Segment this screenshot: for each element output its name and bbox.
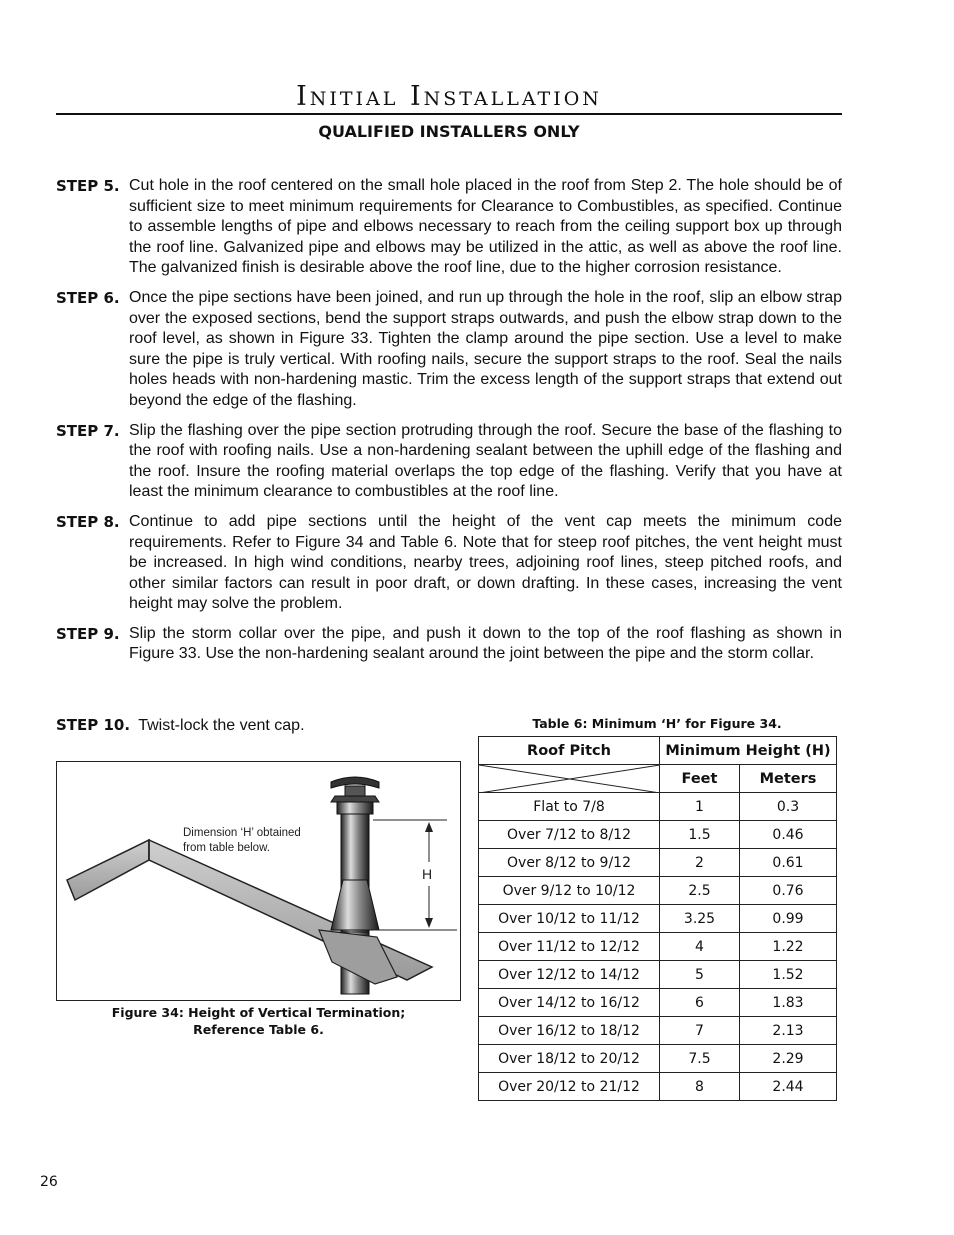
cell-meters: 0.46	[740, 821, 837, 849]
table-row	[479, 905, 837, 933]
table-body	[479, 793, 837, 1101]
cell-feet: 1.5	[660, 821, 740, 849]
cell-feet: 4	[660, 933, 740, 961]
table-row	[479, 1017, 837, 1045]
cell-pitch: Over 20/12 to 21/12	[479, 1073, 660, 1101]
cell-pitch: Over 12/12 to 14/12	[479, 961, 660, 989]
header-minimum-height: Minimum Height (H)	[660, 737, 837, 765]
table-row	[479, 877, 837, 905]
step-label: STEP 9.	[56, 624, 120, 643]
cell-meters: 0.99	[740, 905, 837, 933]
cell-meters: 0.61	[740, 849, 837, 877]
cell-meters: 1.83	[740, 989, 837, 1017]
page-subtitle: QUALIFIED INSTALLERS ONLY	[318, 122, 580, 141]
step-8	[56, 512, 842, 615]
step-7	[56, 421, 842, 503]
roof-left-slope	[67, 840, 149, 900]
header-meters: Meters	[740, 765, 837, 793]
cell-feet: 8	[660, 1073, 740, 1101]
header-feet: Feet	[660, 765, 740, 793]
step-6	[56, 288, 842, 412]
storm-collar	[331, 880, 379, 930]
cell-pitch: Over 10/12 to 11/12	[479, 905, 660, 933]
page-number: 26	[40, 1174, 58, 1190]
minimum-height-table	[478, 736, 837, 1101]
step-label: STEP 8.	[56, 512, 120, 531]
roof-right-slope	[149, 840, 432, 980]
step-text: Once the pipe sections have been joined, and run up through the hole in the roof, slip an elbow strap over the exposed sections, bend the support straps outwards, and push the elbow strap down to the roof level, as shown in Figure 33. Tighten the clamp around the pipe section. Use a level to make sure the pipe is truly vertical. With roofing nails, secure the support straps to the roof. Seal the nails holes heads with non-hardening mastic. Trim the excess length of the support straps that extend out beyond the edge of the flashing.	[129, 288, 842, 409]
figure-34-vent-termination	[56, 761, 461, 1001]
caption-line-1: Figure 34: Height of Vertical Termination;	[111, 1005, 406, 1020]
step-label: STEP 5.	[56, 177, 120, 195]
table-row	[479, 793, 837, 821]
table-row	[479, 989, 837, 1017]
step-label: STEP 7.	[56, 421, 120, 440]
step-text: Slip the storm collar over the pipe, and push it down to the top of the roof flashing as shown in Figure 33. Use the non-hardening sealant around the joint between the pipe and the storm collar.	[129, 624, 842, 663]
header-roof-pitch: Roof Pitch	[479, 737, 660, 765]
cell-feet: 1	[660, 793, 740, 821]
cell-meters: 2.13	[740, 1017, 837, 1045]
figure-caption	[56, 1004, 461, 1038]
step-10	[56, 715, 305, 736]
page-title: Initial Installation	[296, 81, 602, 112]
roof-flashing	[319, 930, 397, 984]
cell-feet: 5	[660, 961, 740, 989]
table-row	[479, 849, 837, 877]
step-text: Cut hole in the roof centered on the small hole placed in the roof from Step 2. The hole should be of sufficient size to meet minimum requirements for Clearance to Combustibles, as specified. Continue to assemble lengths of pipe and elbows necessary to reach from the ceiling support box up through the roof line. Galvanized pipe and elbows may be utilized in the attic, as well as above the roof line. The galvanized finish is desirable above the roof line, due to the higher corrosion resistance.	[129, 177, 842, 277]
step-5	[56, 176, 842, 279]
table-row	[479, 821, 837, 849]
cross-lines-icon	[479, 765, 660, 793]
cell-feet: 7.5	[660, 1045, 740, 1073]
crossed-out-cell	[479, 765, 660, 793]
cell-meters: 2.44	[740, 1073, 837, 1101]
table-title: Table 6: Minimum ‘H’ for Figure 34.	[532, 716, 782, 731]
table-row	[479, 961, 837, 989]
table-subheader-row	[479, 765, 837, 793]
cell-feet: 3.25	[660, 905, 740, 933]
cell-meters: 2.29	[740, 1045, 837, 1073]
annotation-line-2: from table below.	[183, 842, 270, 854]
installation-steps	[56, 176, 842, 674]
caption-line-2: Reference Table 6.	[193, 1022, 324, 1037]
step-text: Slip the flashing over the pipe section protruding through the roof. Secure the base of the flashing to the roof with roofing nails. Use a non-hardening sealant between the uphill edge of the flashing and the roof. Insure the roofing material overlaps the top edge of the flashing. Verify that you have at least the minimum clearance to combustibles at the roof line.	[129, 421, 842, 501]
cell-pitch: Over 18/12 to 20/12	[479, 1045, 660, 1073]
table-row	[479, 1045, 837, 1073]
annotation-line-1: Dimension ‘H’ obtained	[183, 827, 301, 839]
step-text: Twist-lock the vent cap.	[138, 717, 305, 734]
dimension-h-label: H	[421, 866, 433, 882]
cell-pitch: Over 16/12 to 18/12	[479, 1017, 660, 1045]
step-label: STEP 6.	[56, 288, 120, 307]
cell-pitch: Over 9/12 to 10/12	[479, 877, 660, 905]
step-text: Continue to add pipe sections until the height of the vent cap meets the minimum code requirements. Refer to Figure 34 and Table 6. Note that for steep roof pitches, the vent height must be increased. In high wind conditions, nearby trees, adjoining roof lines, steep pitched roofs, and other similar factors can result in poor draft, or down drafting. In these cases, increasing the vent height may solve the problem.	[129, 512, 842, 613]
cell-feet: 6	[660, 989, 740, 1017]
cell-feet: 2	[660, 849, 740, 877]
cell-pitch: Over 7/12 to 8/12	[479, 821, 660, 849]
title-divider	[56, 113, 842, 115]
table-row	[479, 1073, 837, 1101]
cell-pitch: Over 14/12 to 16/12	[479, 989, 660, 1017]
cell-meters: 0.3	[740, 793, 837, 821]
cell-meters: 0.76	[740, 877, 837, 905]
step-9	[56, 624, 842, 665]
table-header-row	[479, 737, 837, 765]
cell-feet: 2.5	[660, 877, 740, 905]
cell-feet: 7	[660, 1017, 740, 1045]
table-row	[479, 933, 837, 961]
cell-pitch: Over 8/12 to 9/12	[479, 849, 660, 877]
vent-diagram	[57, 762, 460, 1000]
cell-meters: 1.52	[740, 961, 837, 989]
cell-meters: 1.22	[740, 933, 837, 961]
cell-pitch: Flat to 7/8	[479, 793, 660, 821]
step-label: STEP 10.	[56, 716, 131, 734]
vent-cap	[331, 796, 379, 802]
cell-pitch: Over 11/12 to 12/12	[479, 933, 660, 961]
